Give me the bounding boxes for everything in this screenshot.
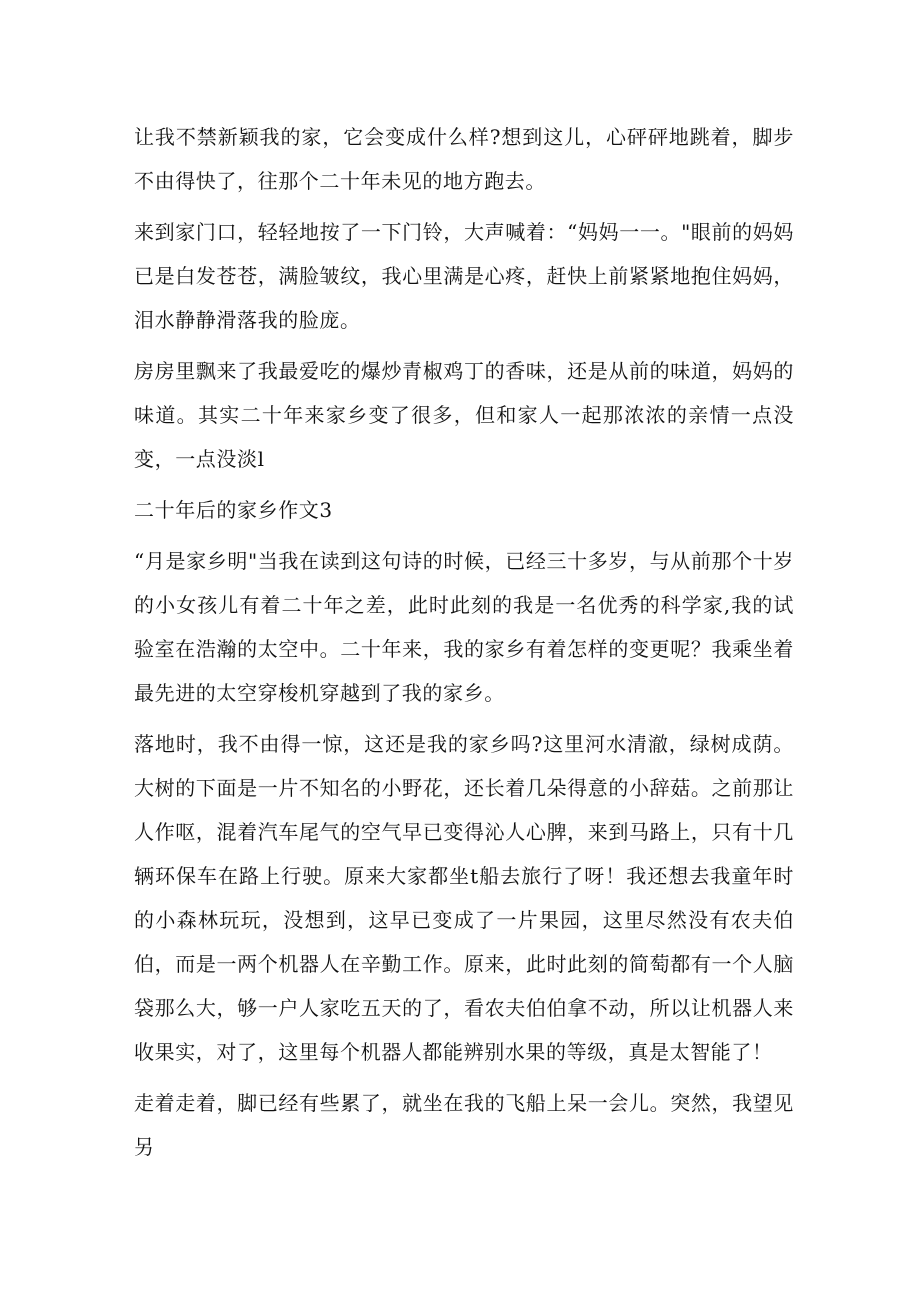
paragraph-3: 房房里飘来了我最爱吃的爆炒青椒鸡丁的香味，还是从前的味道，妈妈的味道。其实二十年来家乡变了很多，但和家人一起那浓浓的亲情一点没变，一点没淡l	[134, 359, 794, 471]
document-body	[134, 115, 794, 1176]
paragraph-5: 落地时，我不由得一惊，这还是我的家乡吗?这里河水清澈，绿树成荫。大树的下面是一片不知名的小野花，还长着几朵得意的小辞菇。之前那让人作呕，混着汽车尾气的空气早已变得沁人心脾，来到马路上，只有十几辆环保车在路上行驶。原来大家都坐t船去旅行了呀！我还想去我童年时的小森林玩玩，没想到，这早已变成了一片果园，这里尽然没有农夫伯伯，而是一两个机器人在辛勤工作。原来，此时此刻的简萄都有一个人脑袋那么大，够一户人家吃五天的了，看农夫伯伯拿不动，所以让机器人来收果实，对了，这里每个机器人都能辨别水果的等级，真是太智能了！	[134, 732, 794, 1064]
section-heading: 二十年后的家乡作文3	[134, 498, 333, 522]
paragraph-6: 走着走着，脚已经有些累了，就坐在我的飞船上呆一会儿。突然，我望见另	[134, 1091, 794, 1159]
paragraph-4: “月是家乡明"当我在读到这句诗的时候，已经三十多岁，与从前那个十岁的小女孩儿有着二十年之差，此时此刻的我是一名优秀的科学家,我的试验室在浩瀚的太空中。二十年来，我的家乡有着怎样的变更呢？我乘坐着最先进的太空穿梭机穿越到了我的家乡。	[134, 549, 794, 705]
paragraph-1: 让我不禁新颖我的家，它会变成什么样?想到这儿，心砰砰地跳着，脚步不由得快了，往那个二十年未见的地方跑去。	[134, 125, 794, 193]
paragraph-2: 来到家门口，轻轻地按了一下门铃，大声喊着：“妈妈一一。"眼前的妈妈已是白发苍苍，满脸皱纹，我心里满是心疼，赶快上前紧紧地抱住妈妈，泪水静静滑落我的脸庞。	[134, 220, 794, 332]
